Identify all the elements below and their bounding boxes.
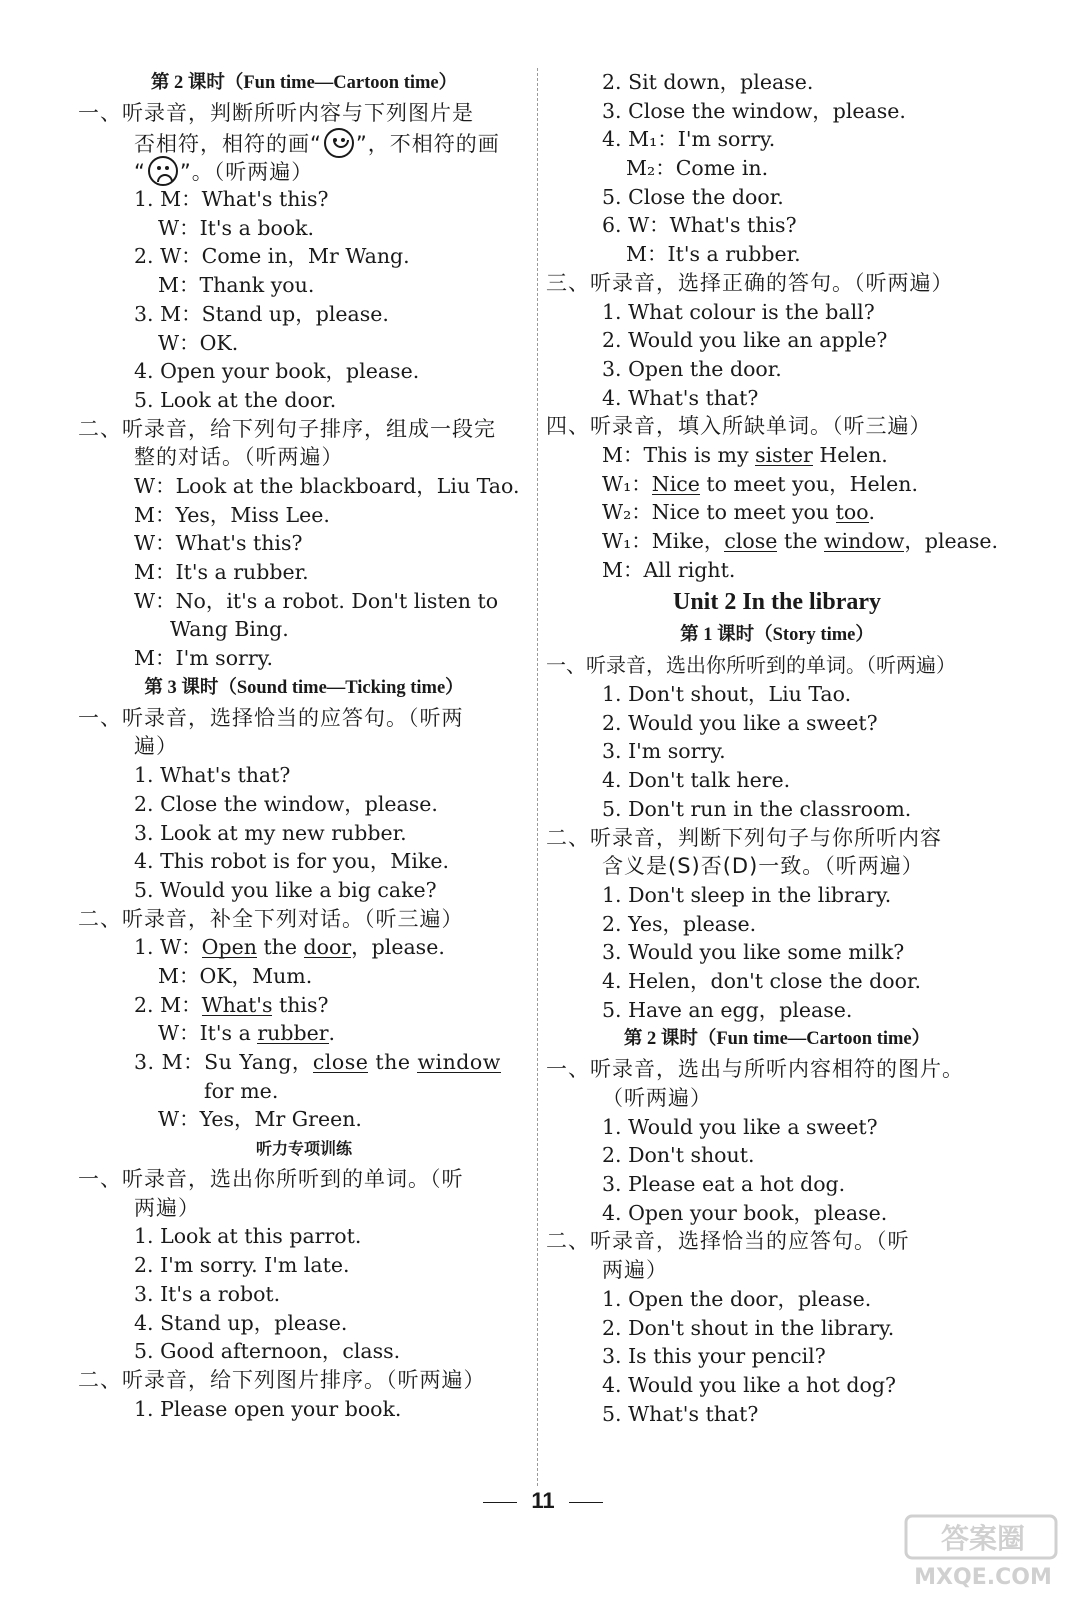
list-item: 5. Would you like a big cake? [134, 877, 437, 902]
list-item: W：It's a book. [158, 215, 315, 240]
answer-word: too [835, 500, 869, 525]
lesson-heading: 第 2 课时（Fun time—Cartoon time） [150, 73, 458, 93]
list-item: M：Yes，Miss Lee. [134, 502, 330, 527]
list-item [546, 527, 1008, 556]
list-item: 1. Would you like a sweet? [602, 1114, 878, 1139]
list-item: 2. Don't shout in the library. [602, 1315, 895, 1340]
page-number [0, 1488, 1086, 1514]
page-number-dash [483, 1502, 517, 1503]
list-item: 1. What's that? [134, 763, 291, 788]
list-item: 3. Would you like some milk? [602, 940, 905, 965]
list-item: 4. Don't talk here. [602, 768, 791, 793]
list-item: 1. M：What's this? [134, 187, 329, 212]
question-title: 二、听录音，选择恰当的应答句。（听 [546, 1229, 910, 1254]
list-item: 3. Is this your pencil? [602, 1344, 826, 1369]
answer-word: close [312, 1050, 369, 1074]
list-item: M：I'm sorry. [134, 646, 274, 671]
text: . [868, 500, 876, 525]
list-item: 2. I'm sorry. I'm late. [134, 1253, 350, 1278]
answer-word: rubber [257, 1021, 329, 1046]
question-title: 一、听录音，选出与所听内容相符的图片。 [546, 1057, 964, 1082]
list-item [546, 470, 1008, 499]
text: ，please. [351, 935, 445, 960]
list-item: 3. Please eat a hot dog. [602, 1172, 846, 1197]
list-item: W：No，it's a robot. Don't listen to [134, 588, 499, 613]
question-title-cont: 遍） [134, 734, 178, 759]
list-item [78, 991, 530, 1020]
text: . [328, 1021, 336, 1046]
text: 2. M： [134, 992, 202, 1017]
text: W：It's a [158, 1021, 258, 1046]
list-item: W：What's this? [134, 531, 303, 556]
question-text: ”。（听两遍） [179, 160, 314, 185]
question-title-cont: （听两遍） [602, 1086, 712, 1110]
text: Helen. [812, 442, 888, 467]
watermark-logo [898, 1512, 1068, 1592]
answer-word: sister [755, 442, 813, 467]
answer-word: Open [201, 935, 257, 960]
list-item [546, 441, 1008, 470]
text: ，please. [904, 529, 999, 553]
list-item: 5. Have an egg，please. [602, 997, 853, 1022]
question-text: “ [134, 160, 146, 185]
list-item: 2. Yes，please. [602, 911, 757, 936]
list-item: M：It's a rubber. [626, 242, 801, 267]
question-title: 一、听录音，判断所听内容与下列图片是 [78, 101, 474, 125]
text: to meet you，Helen. [699, 471, 919, 496]
text: the [256, 935, 304, 960]
list-item: 3. Open the door. [602, 356, 782, 381]
list-item: 4. Would you like a hot dog? [602, 1372, 896, 1397]
list-item: 1. Look at this parrot. [134, 1224, 362, 1249]
question-title-cont: 两遍） [134, 1195, 200, 1220]
text: M：This is my [602, 442, 756, 467]
question-text: ”，不相符的画 [355, 131, 500, 156]
watermark-text: MXQE.COM [914, 1565, 1052, 1590]
question-text: 否相符，相符的画“ [134, 131, 322, 156]
answer-word: door [303, 935, 352, 960]
list-item: 1. Please open your book. [134, 1396, 402, 1421]
list-item: 5. What's that? [602, 1401, 759, 1426]
question-title: 四、听录音，填入所缺单词。（听三遍） [546, 414, 932, 439]
list-item: 2. Would you like a sweet? [602, 710, 878, 735]
question-title: 一、听录音，选出你所听到的单词。（听两遍） [546, 653, 956, 678]
lesson-heading: 第 3 课时（Sound time—Ticking time） [144, 677, 464, 698]
list-item: 4. Open your book，please. [602, 1200, 888, 1225]
list-item: 5. Close the door. [602, 184, 784, 209]
lesson-heading: 第 2 课时（Fun time—Cartoon time） [623, 1029, 931, 1050]
list-item [546, 498, 1008, 527]
question-title: 一、听录音，选出你所听到的单词。（听 [78, 1167, 464, 1192]
list-item: M：Thank you. [158, 273, 315, 298]
text: W₁：Mike， [602, 529, 725, 553]
list-item: 1. What colour is the ball? [602, 299, 875, 324]
list-item: 2. Don't shout. [602, 1143, 755, 1168]
answer-word: What's [201, 992, 273, 1017]
list-item: 4. This robot is for you，Mike. [134, 849, 449, 874]
list-item: 4. Open your book，please. [134, 359, 420, 384]
list-item: 1. Don't shout，Liu Tao. [602, 682, 852, 707]
watermark-glyphs: 答案圈 [940, 1522, 1026, 1555]
list-item: 3. It's a robot. [134, 1281, 281, 1306]
list-item: 4. What's that? [602, 385, 759, 410]
text: the [368, 1050, 418, 1074]
list-item: 3. Close the window，please. [602, 98, 906, 123]
question-title: 二、听录音，给下列句子排序，组成一段完 [78, 416, 496, 441]
list-item: 2. Sit down，please. [602, 70, 814, 94]
list-item: W：Yes，Mr Green. [158, 1107, 362, 1132]
section-heading: 听力专项训练 [255, 1141, 352, 1159]
list-item: 3. M：Stand up，please. [134, 301, 389, 326]
left-column [78, 68, 530, 1423]
list-item: 3. Look at my new rubber. [134, 820, 407, 845]
smiley-face-icon [324, 128, 354, 158]
list-item: W：OK. [158, 330, 239, 355]
list-item: 4. M₁：I'm sorry. [602, 127, 776, 152]
list-item: W：Look at the blackboard，Liu Tao. [134, 473, 520, 498]
list-item: M：All right. [602, 557, 736, 582]
page-number-text: 11 [531, 1488, 555, 1513]
lesson-heading: 第 1 课时（Story time） [680, 625, 874, 646]
question-title: 二、听录音，补全下列对话。（听三遍） [78, 906, 464, 931]
question-title-cont [78, 128, 530, 157]
page-number-dash [569, 1502, 603, 1503]
sad-face-icon [148, 156, 178, 186]
question-title-cont: 含义是(S)否(D)一致。（听两遍） [602, 854, 924, 879]
question-title: 三、听录音，选择正确的答句。（听两遍） [546, 270, 954, 295]
list-item: 5. Don't run in the classroom. [602, 796, 912, 821]
list-item: 5. Look at the door. [134, 387, 337, 412]
answer-word: window [824, 529, 905, 553]
question-title: 一、听录音，选择恰当的应答句。（听两 [78, 705, 464, 730]
text: 3. M：Su Yang， [134, 1050, 313, 1074]
unit-title: Unit 2 In the library [672, 589, 881, 616]
list-item: M₂：Come in. [626, 156, 769, 181]
list-item [78, 933, 530, 962]
column-divider [537, 68, 538, 1486]
list-item: 2. Close the window，please. [134, 791, 438, 816]
list-item: 4. Helen，don't close the door. [602, 968, 922, 993]
list-item [78, 1048, 530, 1077]
text: this? [272, 992, 329, 1017]
list-item: 6. W：What's this? [602, 213, 797, 238]
text: W₂：Nice to meet you [602, 500, 836, 525]
list-item: for me. [204, 1078, 279, 1103]
question-title: 二、听录音，给下列图片排序。（听两遍） [78, 1367, 486, 1392]
text: the [777, 529, 825, 553]
list-item: Wang Bing. [170, 617, 289, 642]
list-item: 3. I'm sorry. [602, 739, 726, 764]
list-item: 4. Stand up，please. [134, 1310, 348, 1335]
list-item [78, 1019, 530, 1048]
question-title-cont [78, 156, 530, 185]
answer-word: window [417, 1050, 501, 1074]
text: 1. W： [134, 935, 202, 960]
list-item: 1. Don't sleep in the library. [602, 882, 892, 907]
right-column [546, 68, 1008, 1428]
list-item: 1. Open the door，please. [602, 1286, 872, 1311]
list-item: 2. Would you like an apple? [602, 328, 888, 353]
list-item: 2. W：Come in，Mr Wang. [134, 244, 410, 269]
question-title-cont: 两遍） [602, 1258, 668, 1283]
list-item: M：It's a rubber. [134, 560, 309, 584]
list-item: 5. Good afternoon，class. [134, 1339, 401, 1364]
question-title-cont: 整的对话。（听两遍） [134, 445, 344, 470]
question-title: 二、听录音，判断下列句子与你所听内容 [546, 825, 942, 850]
answer-word: Nice [651, 471, 700, 496]
text: W₁： [602, 471, 652, 496]
answer-word: close [724, 529, 778, 553]
list-item: M：OK，Mum. [158, 963, 313, 988]
